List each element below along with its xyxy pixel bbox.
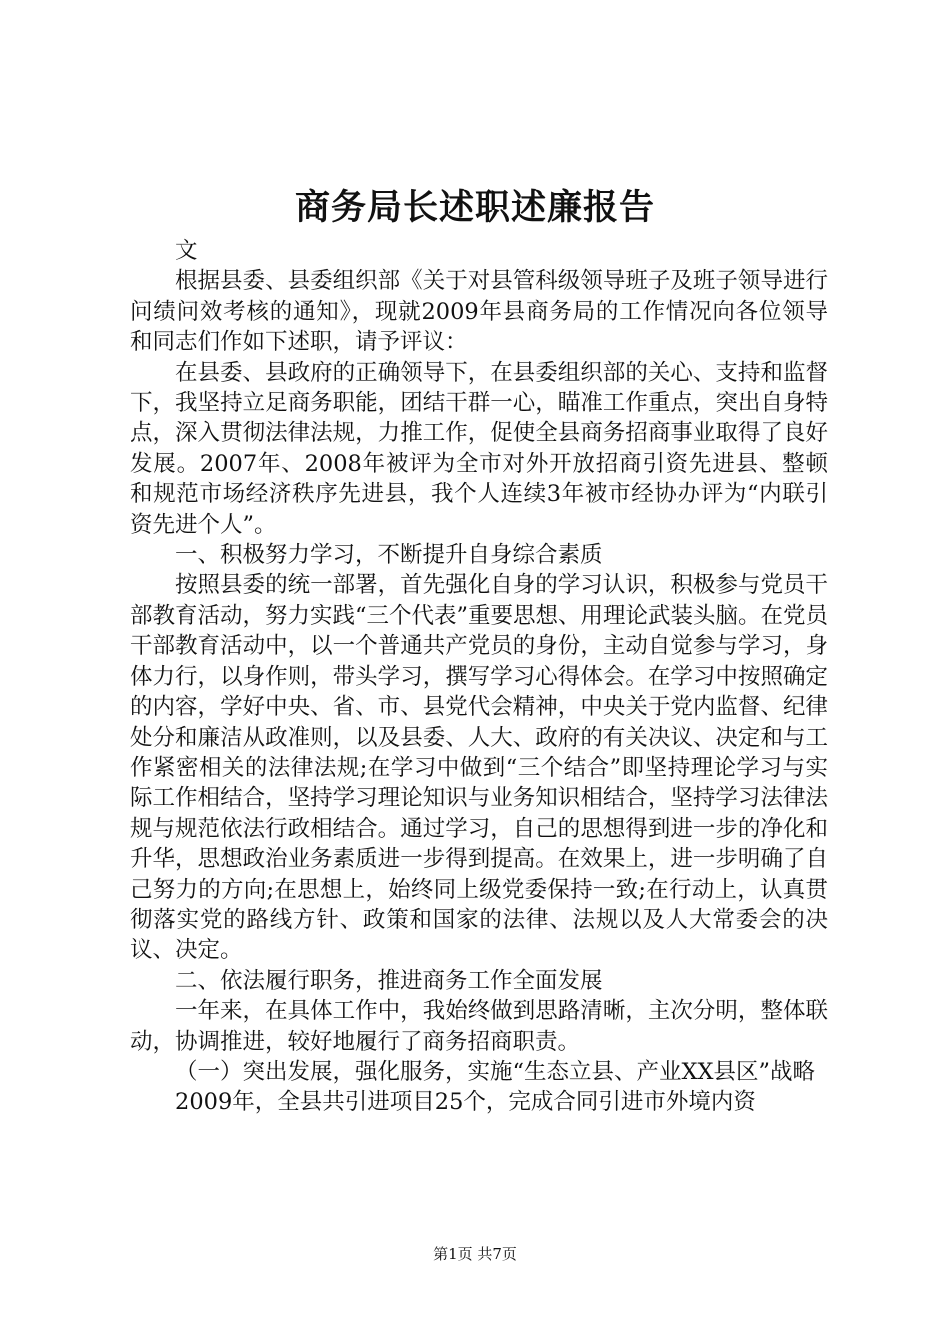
page-number: 第1页 共7页	[433, 1245, 517, 1263]
paragraph-study: 按照县委的统一部署，首先强化自身的学习认识，积极参与党员干部教育活动，努力实践“三个代表”重要思想、用理论武装头脑。在党员干部教育活动中，以一个普通共产党员的身份，主动自觉参与学习，身体力行，以身作则，带头学习，撰写学习心得体会。在学习中按照确定的内容，学好中央、省、市、县党代会精神，中央关于党内监督、纪律处分和廉洁从政准则，以及县委、人大、政府的有关决议、决定和与工作紧密相关的法律法规;在学习中做到“三个结合”即坚持理论学习与实际工作相结合，坚持学习理论知识与业务知识相结合，坚持学习法律法规与规范依法行政相结合。通过学习，自己的思想得到进一步的净化和升华，思想政治业务素质进一步得到提高。在效果上，进一步明确了自己努力的方向;在思想上，始终同上级党委保持一致;在行动上，认真贯彻落实党的路线方针、政策和国家的法律、法规以及人大常委会的决议、决定。	[130, 572, 829, 964]
paragraph-overview: 在县委、县政府的正确领导下，在县委组织部的关心、支持和监督下，我坚持立足商务职能，团结干群一心，瞄准工作重点，突出自身特点，深入贯彻法律法规，力推工作，促使全县商务招商事业取得了良好发展。2007年、2008年被评为全市对外开放招商引资先进县、整顿和规范市场经济秩序先进县，我个人连续3年被市经协办评为“内联引资先进个人”。	[130, 359, 828, 538]
section-heading-2: 二、依法履行职务，推进商务工作全面发展	[175, 967, 603, 994]
paragraph-author: 文	[175, 238, 198, 264]
paragraph-duties: 一年来，在具体工作中，我始终做到思路清晰，主次分明，整体联动，协调推进，较好地履行了商务招商职责。	[130, 998, 828, 1055]
paragraph-intro: 根据县委、县委组织部《关于对县管科级领导班子及班子领导进行问绩问效考核的通知》，现就2009年县商务局的工作情况向各位领导和同志们作如下述职，请予评议：	[130, 268, 828, 356]
section-heading-1: 一、积极努力学习，不断提升自身综合素质	[175, 542, 603, 569]
document-body	[130, 236, 828, 1118]
document-title: 商务局长述职述廉报告	[294, 187, 655, 228]
subsection-heading-1: （一）突出发展，强化服务，实施“生态立县、产业XX县区”战略	[175, 1058, 816, 1085]
paragraph-projects: 2009年，全县共引进项目25个，完成合同引进市外境内资	[175, 1089, 756, 1116]
